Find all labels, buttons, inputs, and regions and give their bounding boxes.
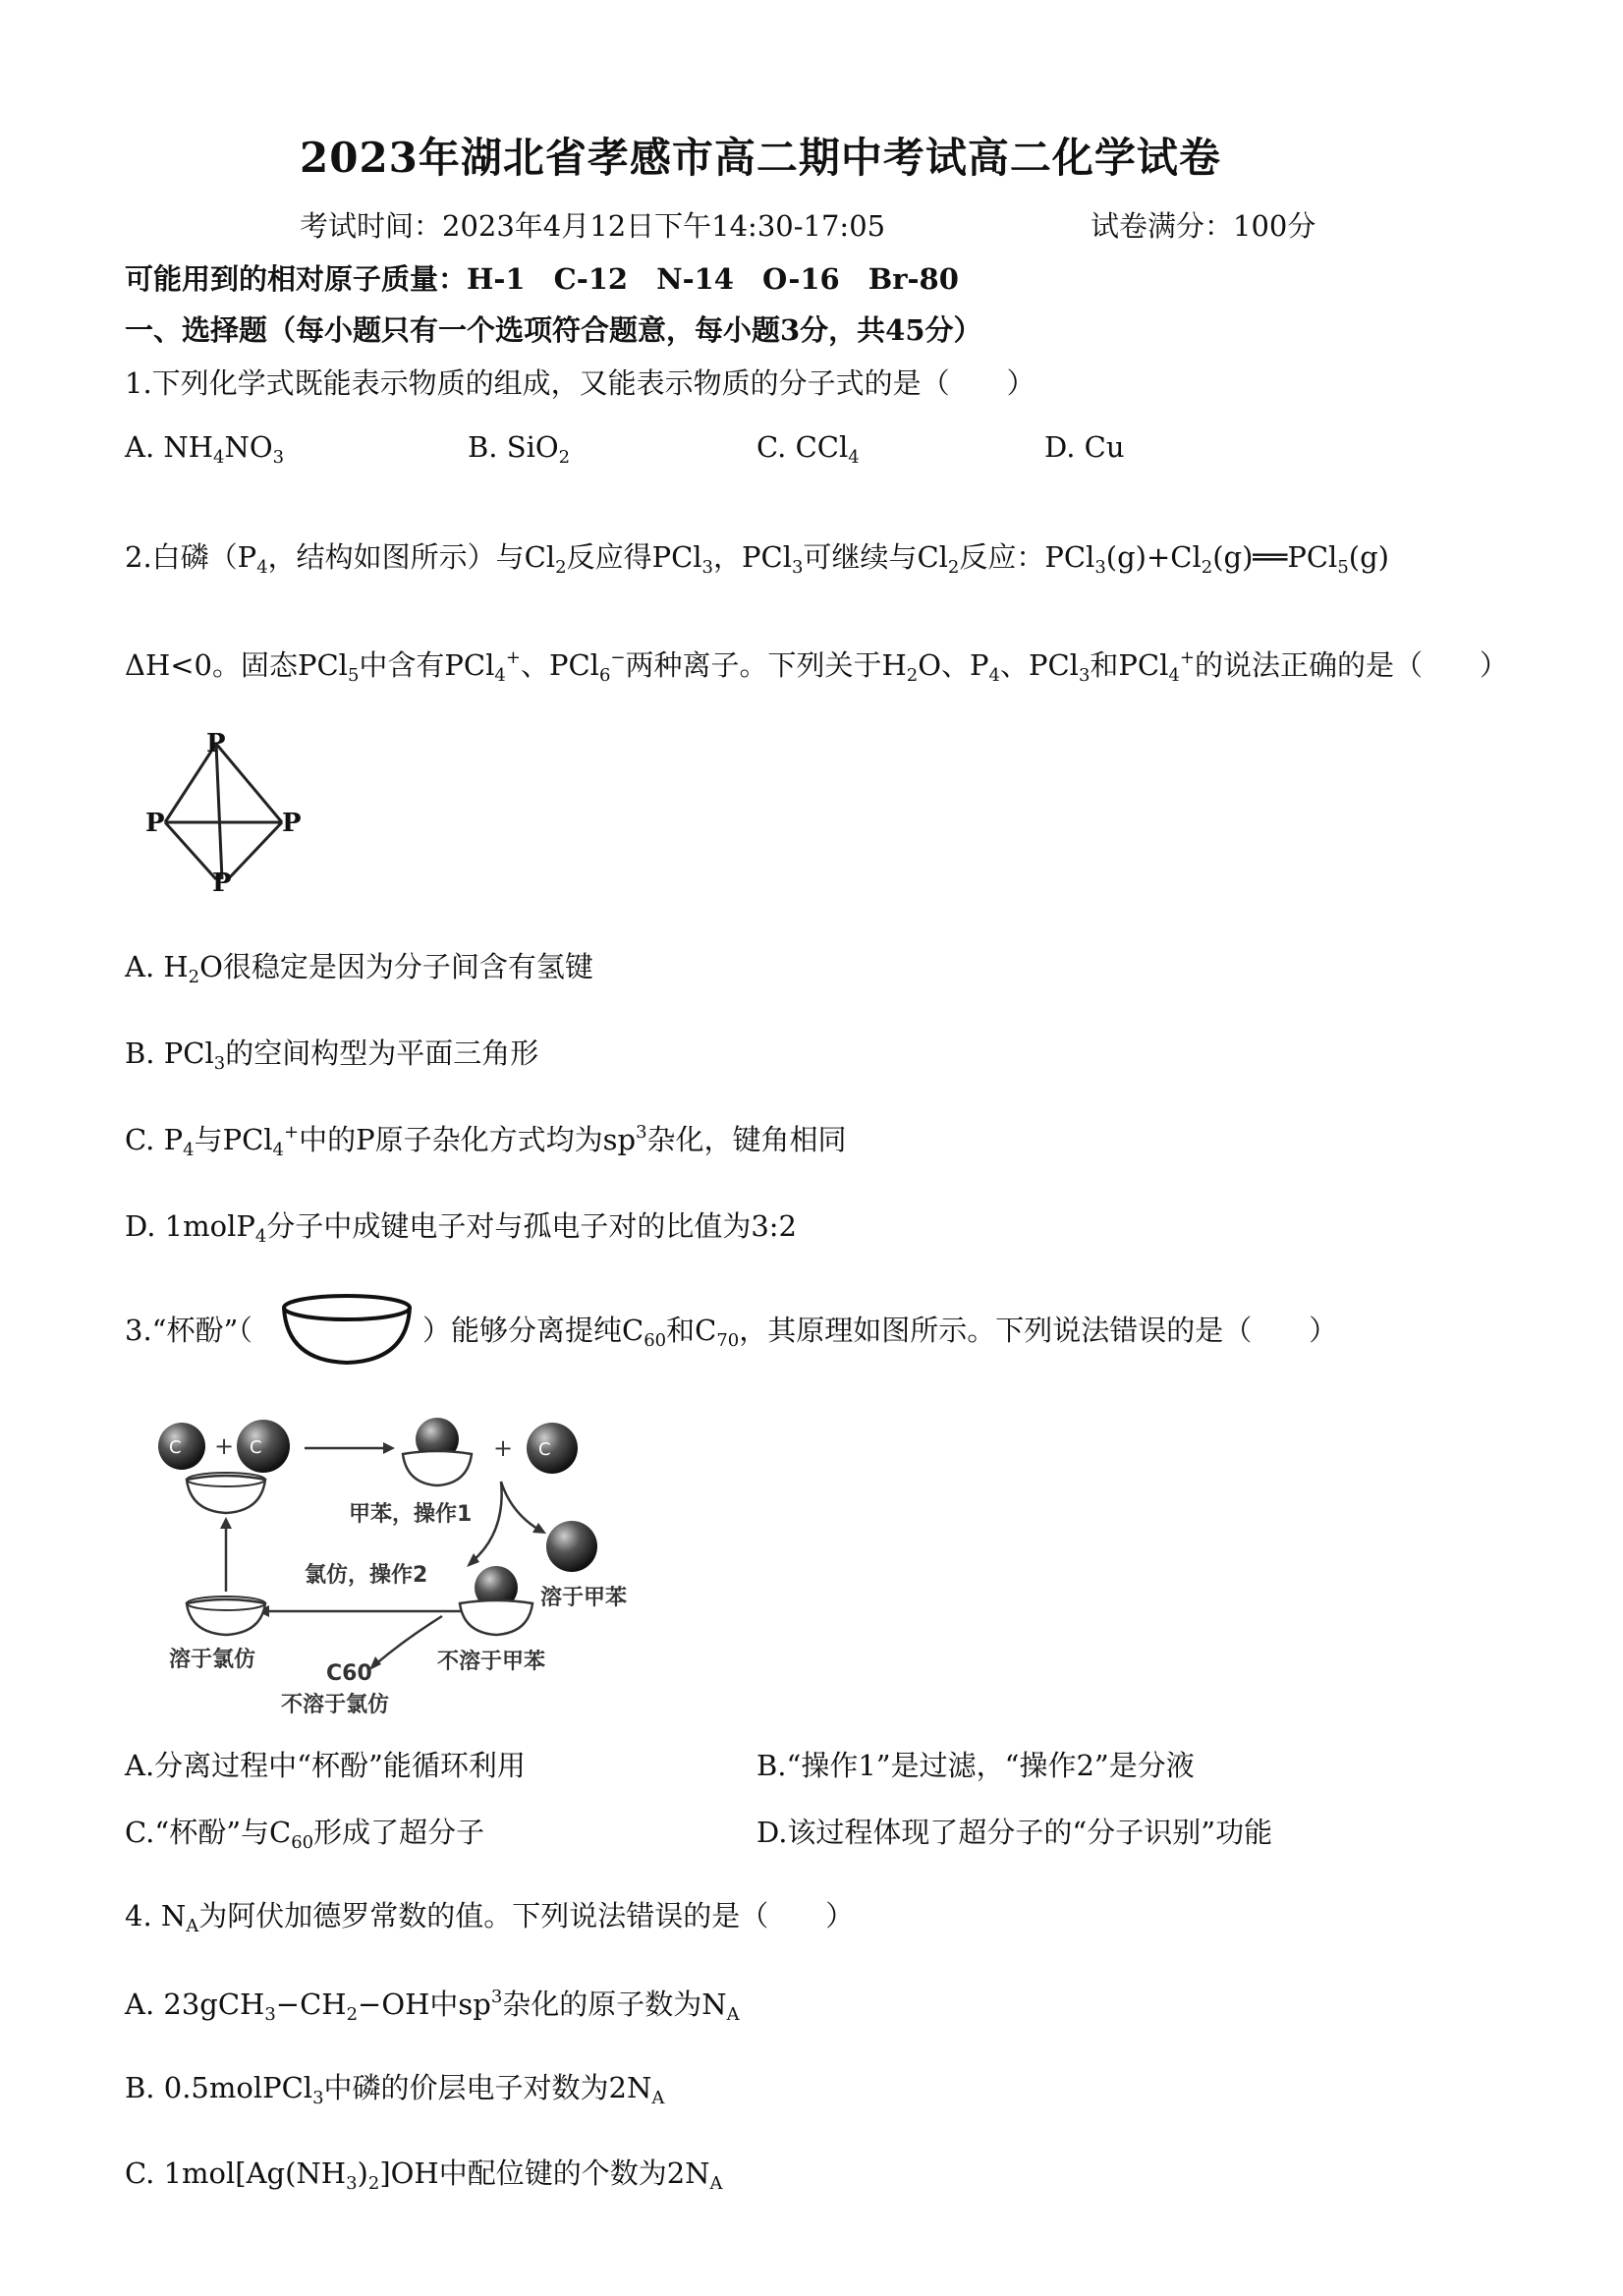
q4-stem: 4. $N_A$为阿伏加德罗常数的值。下列说法错误的是（ ） — [125, 1899, 855, 1936]
q4-option-a: A. $23gCH_3-CH_2-OH$中$sp^3$杂化的原子数为$N_A$ — [125, 1987, 740, 2025]
q3-option-d: D.该过程体现了超分子的“分子识别”功能 — [756, 1816, 1273, 1849]
exam-time: 考试时间：2023年4月12日下午14:30-17:05 — [300, 209, 886, 243]
svg-text:C: C — [250, 1437, 262, 1458]
svg-text:+: + — [214, 1432, 235, 1460]
q1-option-d: D. Cu — [1044, 430, 1125, 464]
section-heading: 一、选择题（每小题只有一个选项符合题意，每小题3分，共45分） — [125, 313, 982, 347]
full-score: 试卷满分：100分 — [1091, 209, 1316, 243]
svg-text:+: + — [493, 1434, 514, 1462]
q3-stem-part2: ）能够分离提纯$C_{60}$和$C_{70}$，其原理如图所示。下列说法错误的是（ ） — [422, 1314, 1338, 1351]
q1-option-b: B. SiO$_2$ — [468, 430, 571, 468]
svg-text:C: C — [538, 1439, 551, 1460]
q3-stem-part1: 3.“杯酚”（ — [125, 1314, 252, 1347]
q2-stem-line1: 2.白磷（$P_4$，结构如图所示）与$Cl_2$反应得PCl$_3$，PCl$_3$可继续与$Cl_2$反应：$PCl_3(g)+Cl_2(g)══PCl_5(g)$ — [125, 540, 1389, 578]
q3-option-c: C.“杯酚”与$C_{60}$形成了超分子 — [125, 1816, 485, 1853]
calixarene-bowl-icon — [275, 1290, 422, 1372]
c60-ball — [158, 1423, 205, 1470]
q2-option-a: A. $H_2O$很稳定是因为分子间含有氢键 — [125, 950, 593, 987]
q4-option-c: C. $1mol[Ag(NH_3)_2]OH$中配位键的个数为$2N_A$ — [125, 2156, 723, 2194]
svg-text:C60: C60 — [326, 1661, 372, 1686]
atomic-masses: 可能用到的相对原子质量：H-1 C-12 N-14 O-16 Br-80 — [125, 262, 959, 296]
q2-option-b: B. PCl$_3$的空间构型为平面三角形 — [125, 1036, 539, 1074]
p4-structure-diagram — [138, 722, 314, 899]
svg-text:甲苯，操作1: 甲苯，操作1 — [349, 1502, 473, 1527]
svg-text:溶于氯仿: 溶于氯仿 — [169, 1648, 256, 1672]
separation-process-diagram — [147, 1415, 737, 1729]
q3-option-b: B.“操作1”是过滤，“操作2”是分液 — [756, 1749, 1195, 1782]
q4-option-b: B. 0.5molPCl$_3$中磷的价层电子对数为$2N_A$ — [125, 2071, 665, 2108]
svg-text:C: C — [169, 1437, 182, 1458]
p4-atom-left: P — [145, 809, 165, 838]
p4-atom-top: P — [206, 729, 226, 758]
q1-option-c: C. CCl$_4$ — [756, 430, 860, 468]
q1-option-a: A. $NH_4NO_3$ — [125, 430, 285, 468]
q2-stem-line2: ΔH<0。固态PCl$_5$中含有PCl$_4$+、PCl$_6$−两种离子。下列关于$H_2O$、$P_4$、PCl$_3$和PCl$_4$+的说法正确的是（ ） — [125, 647, 1508, 686]
p4-atom-bottom: P — [212, 868, 232, 898]
p4-atom-right: P — [282, 809, 302, 838]
q1-stem: 1.下列化学式既能表示物质的组成，又能表示物质的分子式的是（ ） — [125, 366, 1035, 400]
svg-text:溶于甲苯: 溶于甲苯 — [540, 1586, 628, 1610]
q3-option-a: A.分离过程中“杯酚”能循环利用 — [125, 1749, 526, 1782]
c70-ball — [237, 1420, 290, 1473]
svg-text:氯仿，操作2: 氯仿，操作2 — [305, 1563, 428, 1588]
exam-title: 2023年湖北省孝感市高二期中考试高二化学试卷 — [300, 134, 1221, 182]
q2-option-c: C. $P_4$与PCl$_4$+中的P原子杂化方式均为$sp^3$杂化，键角相同 — [125, 1122, 847, 1160]
svg-text:不溶于氯仿: 不溶于氯仿 — [281, 1693, 390, 1717]
q2-option-d: D. 1molP$_4$分子中成键电子对与孤电子对的比值为3:2 — [125, 1209, 797, 1247]
svg-text:不溶于甲苯: 不溶于甲苯 — [437, 1650, 546, 1674]
